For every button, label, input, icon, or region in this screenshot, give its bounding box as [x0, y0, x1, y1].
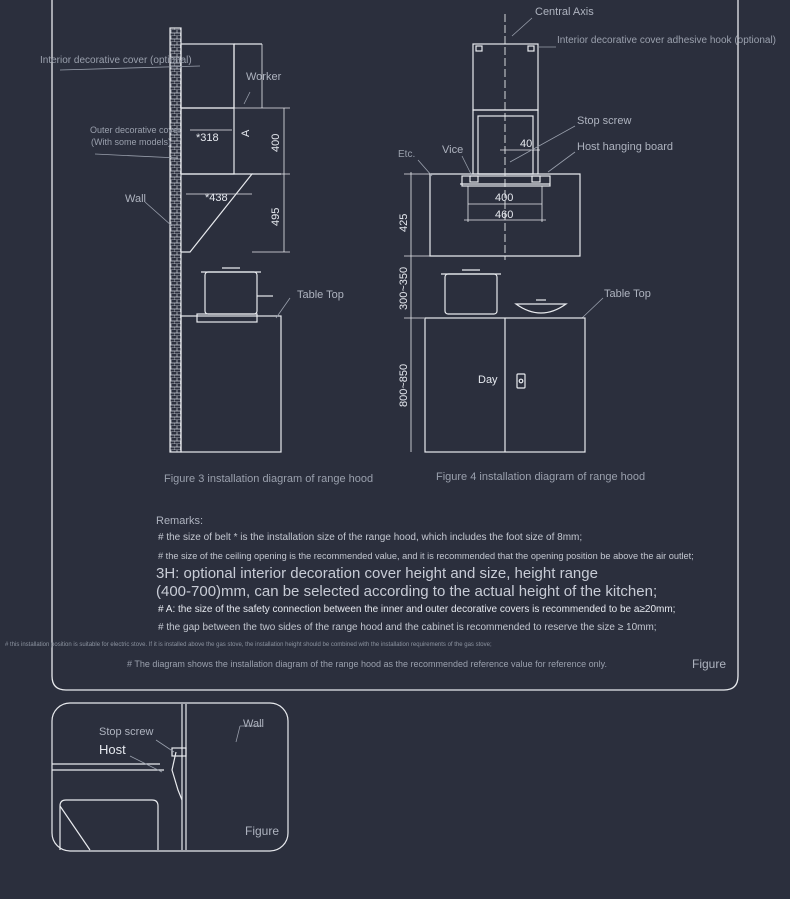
- wall-hatch: [170, 28, 181, 452]
- remarks-line-8: # The diagram shows the installation diagram of the range hood as the recommended reference value for reference only.: [127, 659, 607, 669]
- fig4-central-axis-label: Central Axis: [535, 6, 594, 18]
- fig4-hook-label: Interior decorative cover adhesive hook (optional): [557, 35, 777, 46]
- fig3-table-top-label: Table Top: [297, 289, 344, 301]
- detail-stop-screw-label: Stop screw: [99, 726, 154, 738]
- fig4-dim-400: 400: [495, 192, 514, 204]
- fig3-dim-495: 495: [270, 207, 282, 226]
- detail-wall-label: Wall: [243, 718, 264, 730]
- fig4-dim-460: 460: [495, 209, 514, 221]
- figure-3-drawing: [60, 28, 290, 452]
- fig3-outer-cover-sub-label: (With some models): [91, 137, 172, 147]
- fig3-dim-438: *438: [205, 192, 228, 204]
- remarks-title: Remarks:: [156, 515, 204, 527]
- fig4-dim-425: 425: [398, 213, 410, 232]
- fig3-wall-label: Wall: [125, 193, 146, 205]
- remarks-line-2: # the size of the ceiling opening is the recommended value, and it is recommended that the opening position be above the air outlet;: [158, 551, 694, 561]
- remarks-line-4: (400-700)mm, can be selected according to the actual height of the kitchen;: [156, 583, 658, 600]
- fig3-dim-400: 400: [270, 133, 282, 152]
- fig4-day-label: Day: [478, 374, 498, 386]
- fig4-vice-label: Vice: [442, 144, 464, 156]
- fig4-table-top-label: Table Top: [604, 288, 651, 300]
- fig4-host-board-label: Host hanging board: [577, 141, 674, 153]
- fig4-dim-40: 40: [520, 138, 533, 150]
- fig4-stop-screw-label: Stop screw: [577, 115, 632, 127]
- remarks-line-1: # the size of belt * is the installation size of the range hood, which includes the foot size of 8mm;: [158, 532, 583, 543]
- remarks-line-6: # the gap between the two sides of the range hood and the cabinet is recommended to reserve the size ≥ 10mm;: [158, 622, 657, 633]
- fig3-interior-cover-label: Interior decorative cover (optional): [40, 55, 192, 66]
- remarks-line-3: 3H: optional interior decoration cover height and size, height range: [156, 565, 598, 582]
- detail-host-label: Host: [99, 742, 126, 757]
- detail-figure-tag: Figure: [245, 824, 280, 838]
- fig4-caption: Figure 4 installation diagram of range hood: [436, 471, 646, 483]
- fig4-etc-label: Etc.: [398, 149, 416, 160]
- remarks-line-7: # this installation position is suitable for electric stove. If it is installed above the gas stove, the installation height should be combined with the installation requirements of the gas stove;: [5, 642, 492, 648]
- fig4-dim-800-850: 800~850: [398, 363, 410, 407]
- fig3-worker-label: Worker: [246, 71, 282, 83]
- fig3-dim-318: *318: [196, 132, 219, 144]
- remarks-figure-tag: Figure: [692, 657, 727, 671]
- remarks-line-5: # A: the size of the safety connection between the inner and outer decorative covers is recommended to be a≥20mm;: [158, 604, 676, 615]
- fig3-caption: Figure 3 installation diagram of range hood: [164, 473, 374, 485]
- fig3-dim-A: A: [240, 129, 252, 137]
- figure-4-drawing: [404, 14, 603, 452]
- fig3-outer-cover-label: Outer decorative cover: [90, 125, 182, 135]
- fig4-dim-300-350: 300~350: [398, 266, 410, 310]
